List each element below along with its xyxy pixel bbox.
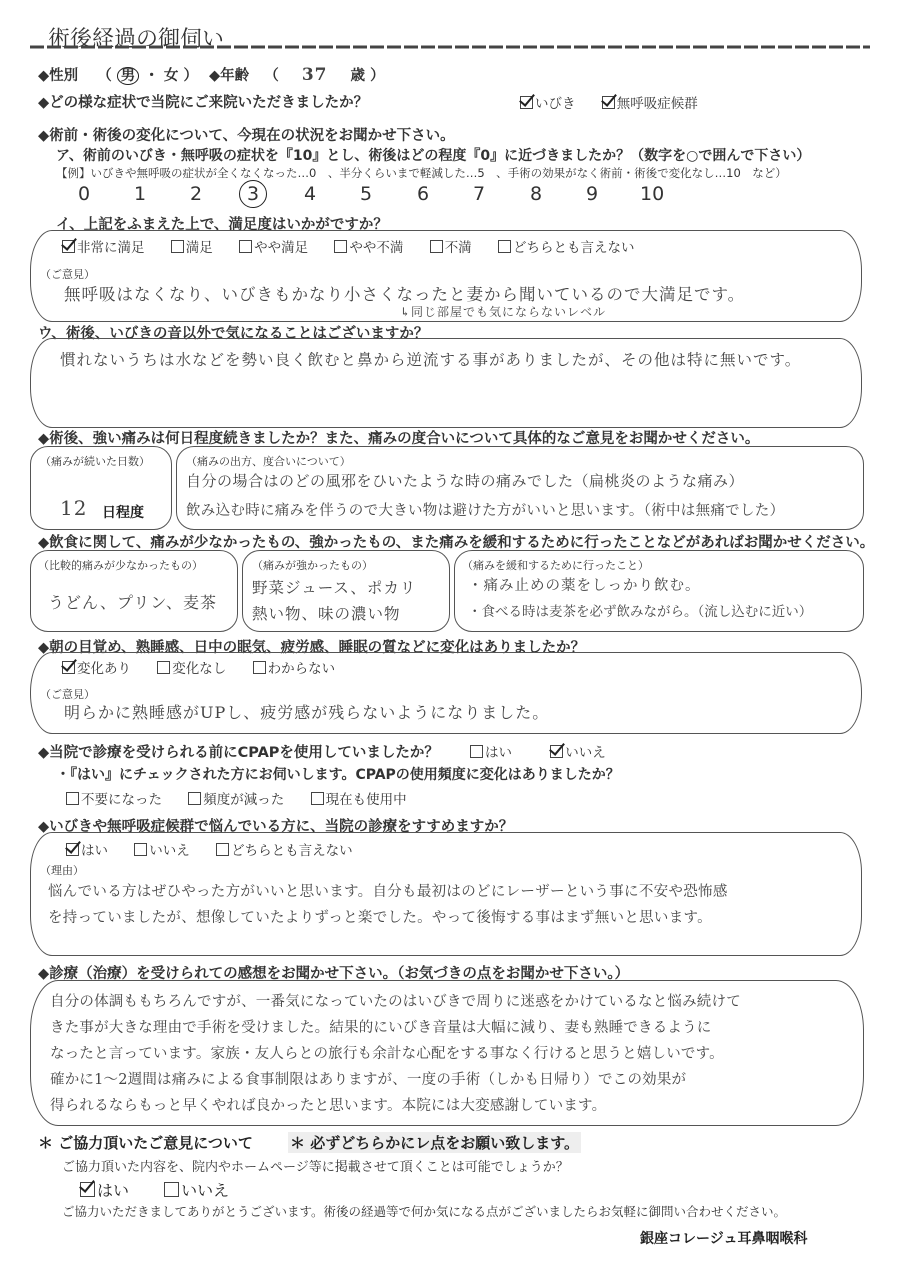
- q7-option-no[interactable]: いいえ: [134, 843, 190, 859]
- q7-option-yes[interactable]: はい: [66, 843, 108, 859]
- q8-line-3[interactable]: なったと言っています。家族・友人らとの旅行も余計な心配をする事なく行けると思うと嬉しいです。: [50, 1046, 724, 1062]
- q2i-opinion-label: （ご意見）: [40, 268, 95, 281]
- title-divider: [30, 44, 870, 50]
- q2i-option-somewhat-satisfied[interactable]: やや満足: [239, 240, 308, 256]
- sex-label: ◆性別: [38, 68, 79, 84]
- q2i-opinion-note[interactable]: ↳同じ部屋でも気にならないレベル: [400, 305, 607, 319]
- q4-less[interactable]: うどん、プリン、麦茶: [48, 593, 218, 612]
- checkbox-icon: [171, 240, 184, 253]
- q2i-text: イ、上記をふまえた上で、満足度はいかがですか？: [56, 217, 388, 233]
- scale-6[interactable]: 6: [417, 183, 430, 205]
- consent-options: [80, 1178, 229, 1201]
- q8-line-1[interactable]: 自分の体調ももちろんですが、一番気になっていたのはいびきで周りに迷惑をかけているなと悩み続けて: [50, 994, 741, 1010]
- q2u-text: ウ、術後、いびきの音以外で気になることはございますか？: [38, 326, 429, 342]
- q7-reason-1[interactable]: 悩んでいる方はぜひやった方がいいと思います。自分も最初はのどにレーザーという事に不安や恐怖感: [48, 884, 728, 900]
- scale-7[interactable]: 7: [473, 183, 486, 205]
- q2i-option-dissatisfied[interactable]: 不満: [430, 240, 472, 256]
- scale-1[interactable]: 1: [134, 183, 147, 205]
- q6-sub-option-reduced[interactable]: 頻度が減った: [188, 792, 284, 808]
- q5-text: ◆朝の目覚め、熟睡感、日中の眠気、疲労感、睡眠の質などに変化はありましたか？: [38, 640, 586, 656]
- q1-option-apnea[interactable]: 無呼吸症候群: [602, 96, 698, 112]
- q3-text: ◆術後、強い痛みは何日程度続きましたか？また、痛みの度合いについて具体的なご意見をお聞かせください。: [38, 431, 760, 447]
- scale-4[interactable]: 4: [304, 183, 317, 205]
- q6-text: ◆当院で診療を受けられる前にCPAPを使用していましたか？: [38, 745, 439, 761]
- q2a-text: ア、術前のいびき・無呼吸の症状を『10』とし、術後はどの程度『0』に近づきましたか？（数字を○で囲んで下さい）: [56, 148, 811, 164]
- q3-detail-1[interactable]: 自分の場合はのどの風邪をひいたような時の痛みでした（扁桃炎のような痛み）: [186, 472, 745, 490]
- q7-text: ◆いびきや無呼吸症候群で悩んでいる方に、当院の診療をすすめますか？: [38, 819, 514, 835]
- checkbox-icon: [188, 792, 201, 805]
- q1-option-snoring[interactable]: いびき: [520, 96, 576, 112]
- q6-sub-options: [66, 788, 407, 808]
- q6-sub-option-unneeded[interactable]: 不要になった: [66, 792, 162, 808]
- checkbox-icon: [66, 792, 79, 805]
- q4-strong-label: （痛みが強かったもの）: [252, 559, 373, 572]
- scale-3[interactable]: 3: [247, 183, 260, 205]
- sex-female[interactable]: 女: [163, 68, 179, 84]
- q4-strong-2[interactable]: 熱い物、味の濃い物: [252, 605, 401, 623]
- q5-option-unknown[interactable]: わからない: [253, 661, 336, 677]
- q2i-opinion[interactable]: 無呼吸はなくなり、いびきもかなり小さくなったと妻から聞いているので大満足です。: [64, 285, 746, 304]
- clinic-name: 銀座コレージュ耳鼻咽喉科: [640, 1231, 808, 1247]
- checkbox-icon: [334, 240, 347, 253]
- checkbox-icon: [216, 843, 229, 856]
- q8-line-2[interactable]: きた事が大きな理由で手術を受けました。結果的にいびき音量は大幅に減り、妻も熟睡できるように: [50, 1020, 712, 1036]
- consent-title-2: ＊ 必ずどちらかにレ点をお願い致します。: [290, 1134, 580, 1152]
- footer-thanks: ご協力いただきましてありがとうございます。術後の経過等で何か気になる点がございましたらお気軽に御問い合わせください。: [62, 1204, 787, 1219]
- q5-opinion[interactable]: 明らかに熟睡感がUPし、疲労感が残らないようになりました。: [64, 703, 550, 722]
- checkbox-icon: [498, 240, 511, 253]
- consent-option-no[interactable]: いいえ: [164, 1181, 229, 1200]
- q4-relief-2[interactable]: ・食べる時は麦茶を必ず飲みながら。（流し込むに近い）: [468, 604, 813, 620]
- q6-sub-text: ・『はい』にチェックされた方にお伺いします。CPAPの使用頻度に変化はありましたか？: [56, 767, 620, 783]
- consent-text: ご協力頂いた内容を、院内やホームページ等に掲載させて頂くことは可能でしょうか？: [62, 1160, 569, 1175]
- q6-option-no[interactable]: いいえ: [550, 745, 606, 761]
- q7-reason-2[interactable]: を持っていましたが、想像していたよりずっと楽でした。やって後悔する事はまず無いと思います。: [48, 910, 712, 926]
- checkbox-icon: [134, 843, 147, 856]
- q2-example: 【例】いびきや無呼吸の症状が全くなくなった…0 、半分くらいまで軽減した…5 、手術の効果がなく術前・術後で変化なし…10 など）: [56, 166, 787, 180]
- q1-options: [520, 92, 698, 112]
- q2i-option-neutral[interactable]: どちらとも言えない: [498, 240, 635, 256]
- checkbox-icon: [520, 96, 533, 109]
- q3-days-unit: 日程度: [102, 505, 144, 521]
- q2i-option-somewhat-dissatisfied[interactable]: やや不満: [334, 240, 403, 256]
- checkbox-icon: [602, 96, 615, 109]
- checkbox-icon: [550, 745, 563, 758]
- q6-option-yes[interactable]: はい: [470, 745, 512, 761]
- q4-less-label: （比較的痛みが少なかったもの）: [38, 559, 203, 572]
- q8-text: ◆診療（治療）を受けられての感想をお聞かせ下さい。（お気づきの点をお聞かせ下さい。）: [38, 966, 630, 982]
- q2i-options: [62, 236, 634, 256]
- q2i-option-very-satisfied[interactable]: 非常に満足: [62, 240, 145, 256]
- q3-days-value[interactable]: 12: [60, 496, 88, 520]
- consent-option-yes[interactable]: はい: [80, 1181, 129, 1200]
- checkbox-icon: [80, 1182, 95, 1197]
- checkbox-icon: [157, 661, 170, 674]
- q5-opinion-label: （ご意見）: [40, 688, 95, 701]
- q4-relief-label: （痛みを緩和するために行ったこと）: [462, 559, 649, 572]
- checkbox-icon: [430, 240, 443, 253]
- q4-strong-1[interactable]: 野菜ジュース、ポカリ: [252, 579, 417, 597]
- q2u-answer[interactable]: 慣れないうちは水などを勢い良く飲むと鼻から逆流する事がありましたが、その他は特に無いです。: [60, 351, 802, 369]
- q5-options: [62, 657, 335, 677]
- checkbox-icon: [470, 745, 483, 758]
- q3-days-label: （痛みが続いた日数）: [40, 455, 150, 468]
- sex-row: ◆性別 （ 男 ・ 女 ） ◆年齢 （ 37 歳 ）: [38, 65, 385, 85]
- q7-options: [66, 839, 353, 859]
- scale-10[interactable]: 10: [640, 183, 665, 205]
- q5-option-no-change[interactable]: 変化なし: [157, 661, 226, 677]
- checkbox-icon: [62, 240, 75, 253]
- q7-reason-label: （理由）: [40, 864, 84, 877]
- q3-detail-label: （痛みの出方、度合いについて）: [186, 455, 351, 468]
- q2-text: ◆術前・術後の変化について、今現在の状況をお聞かせ下さい。: [38, 128, 455, 144]
- checkbox-icon: [311, 792, 324, 805]
- age-value[interactable]: 37: [301, 65, 328, 85]
- q3-detail-2[interactable]: 飲み込む時に痛みを伴うので大きい物は避けた方がいいと思います。（術中は無痛でした）: [186, 503, 785, 519]
- q4-relief-1[interactable]: ・痛み止めの薬をしっかり飲む。: [468, 578, 701, 594]
- q8-line-4[interactable]: 確かに1〜2週間は痛みによる食事制限はありますが、一度の手術（しかも日帰り）でこの効果が: [50, 1072, 687, 1088]
- q6-options: [470, 741, 606, 761]
- scale-2[interactable]: 2: [190, 183, 203, 205]
- scale-0[interactable]: 0: [78, 183, 91, 205]
- q1-text: ◆どの様な症状で当院にご来院いただきましたか？: [38, 95, 369, 111]
- q7-option-neutral[interactable]: どちらとも言えない: [216, 843, 353, 859]
- age-unit: 歳: [350, 68, 366, 84]
- page-title: 術後経過の御伺い: [48, 27, 225, 52]
- q6-sub-option-still-using[interactable]: 現在も使用中: [311, 792, 407, 808]
- checkbox-icon: [239, 240, 252, 253]
- consent-title-1: ＊ ご協力頂いたご意見について: [38, 1134, 253, 1152]
- age-label: ◆年齢: [209, 68, 250, 84]
- scale-5[interactable]: 5: [360, 183, 373, 205]
- q5-option-changed[interactable]: 変化あり: [62, 661, 131, 677]
- checkbox-icon: [164, 1182, 179, 1197]
- q8-line-5[interactable]: 得られるならもっと早くやれば良かったと思います。本院には大変感謝しています。: [50, 1098, 607, 1114]
- scale-9[interactable]: 9: [586, 183, 599, 205]
- sex-separator: ・: [144, 68, 159, 84]
- checkbox-icon: [66, 843, 79, 856]
- checkbox-icon: [62, 661, 75, 674]
- checkbox-icon: [253, 661, 266, 674]
- sex-male[interactable]: 男: [117, 67, 140, 85]
- scale-8[interactable]: 8: [530, 183, 543, 205]
- selected-circle: [239, 180, 267, 208]
- q2i-option-satisfied[interactable]: 満足: [171, 240, 213, 256]
- q4-text: ◆飲食に関して、痛みが少なかったもの、強かったもの、また痛みを緩和するために行ったことなどがあればお聞かせください。: [38, 535, 875, 551]
